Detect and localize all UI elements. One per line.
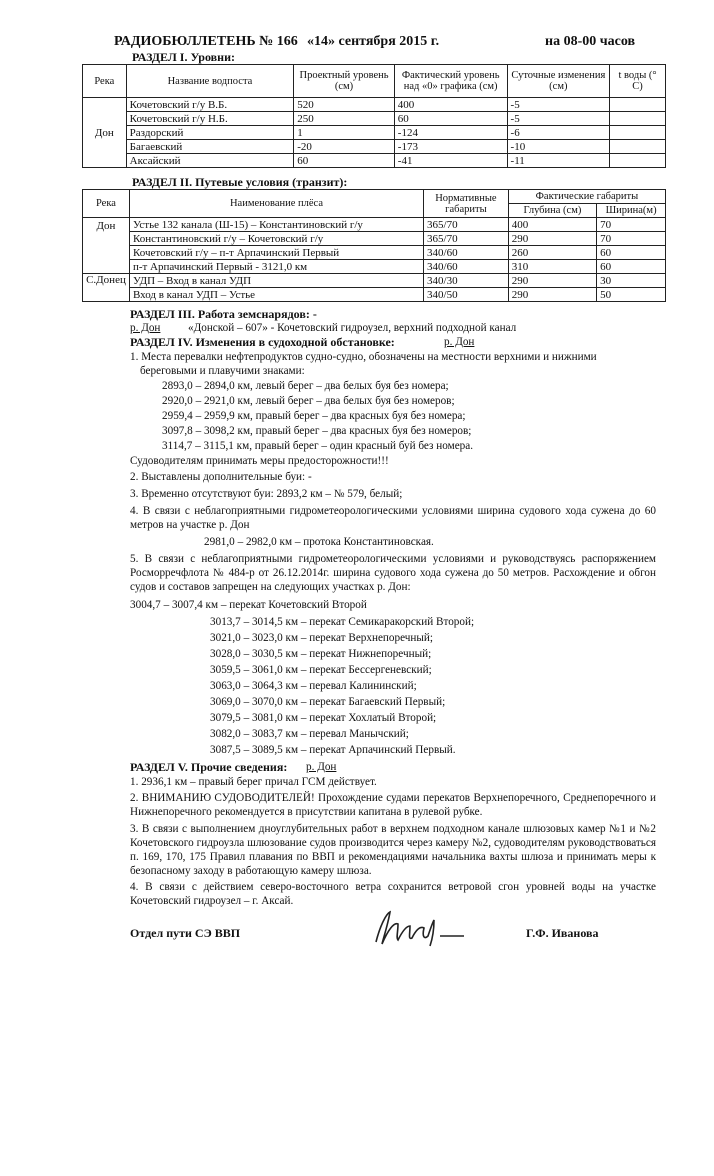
levels-river-cell: Дон <box>83 98 127 168</box>
route-cell: 400 <box>508 218 596 232</box>
levels-header-temp: t воды (° С) <box>610 65 666 98</box>
section3-text: «Донской – 607» - Кочетовский гидроузел, верхний подходной канал <box>188 322 517 334</box>
levels-cell <box>610 98 666 112</box>
list-item: 3013,7 – 3014,5 км – перекат Семикаракорский Второй; <box>210 616 475 628</box>
route-cell: 340/50 <box>424 288 509 302</box>
levels-header-design: Проектный уровень (см) <box>294 65 395 98</box>
levels-cell: Багаевский <box>126 140 294 154</box>
table-row <box>83 246 666 260</box>
section4-river: р. Дон <box>444 336 475 348</box>
section3-heading: РАЗДЕЛ III. Работа земснарядов: - <box>130 307 317 321</box>
route-cell: 340/60 <box>424 260 509 274</box>
section4-item5: 5. В связи с неблагоприятными гидрометеорологическими условиями и руководствуясь распоряжением Росморречфлота № 484-р от 26.12.2014г. ширина судового хода сужена до 50 метров. Расхождение и обгон судов и составов запрещен на следующих участках р. Дон: <box>130 553 656 593</box>
route-header-depth: Глубина (см) <box>508 204 596 218</box>
levels-cell: Раздорский <box>126 126 294 140</box>
levels-cell: -5 <box>507 112 610 126</box>
route-cell: УДП – Вход в канал УДП <box>129 274 423 288</box>
levels-cell: Кочетовский г/у Н.Б. <box>126 112 294 126</box>
levels-header-river: Река <box>83 65 127 98</box>
levels-cell <box>610 126 666 140</box>
levels-cell: 1 <box>294 126 395 140</box>
list-item: 3079,5 – 3081,0 км – перекат Хохлатый Второй; <box>210 712 437 724</box>
section4-item4-line: 2981,0 – 2982,0 км – протока Константиновская. <box>204 536 434 548</box>
levels-cell: 520 <box>294 98 395 112</box>
route-cell: Кочетовский г/у – п-т Арпачинский Первый <box>129 246 423 260</box>
section5-item2: 2. ВНИМАНИЮ СУДОВОДИТЕЛЕЙ! Прохождение судами перекатов Верхнепоречного, Среднепоречного и Нижнепоречного рекомендуется в присутствии капитана в рулевой рубке. <box>130 792 656 818</box>
route-header-fact: Фактические габариты <box>508 190 665 204</box>
levels-cell: 60 <box>294 154 395 168</box>
table-row <box>83 98 666 112</box>
route-header-river: Река <box>83 190 130 218</box>
list-item: 3087,5 – 3089,5 км – перекат Арпачинский Первый. <box>210 744 456 756</box>
route-cell: 50 <box>597 288 666 302</box>
levels-cell: -6 <box>507 126 610 140</box>
table-row <box>83 274 666 288</box>
route-table <box>82 189 666 302</box>
table-row <box>83 232 666 246</box>
list-item: 3021,0 – 3023,0 км – перекат Верхнепоречный; <box>210 632 434 644</box>
levels-header-change: Суточные изменения (см) <box>507 65 610 98</box>
route-cell: Константиновский г/у – Кочетовский г/у <box>129 232 423 246</box>
section4-item4: 4. В связи с неблагоприятными гидрометеорологическими условиями ширина судового хода сужена до 60 метров на участке р. Дон <box>130 505 656 531</box>
levels-cell: 400 <box>394 98 507 112</box>
section4-item3: 3. Временно отсутствуют буи: 2893,2 км – № 579, белый; <box>130 488 403 500</box>
route-cell: Вход в канал УДП – Устье <box>129 288 423 302</box>
route-cell: 290 <box>508 288 596 302</box>
route-cell: 365/70 <box>424 218 509 232</box>
table-row <box>83 260 666 274</box>
route-cell: 290 <box>508 232 596 246</box>
route-cell: Устье 132 канала (Ш-15) – Константиновский г/у <box>129 218 423 232</box>
list-item: 3069,0 – 3070,0 км – перекат Багаевский Первый; <box>210 696 446 708</box>
section1-heading: РАЗДЕЛ I. Уровни: <box>132 50 235 64</box>
table-row <box>83 288 666 302</box>
section5-item1: 1. 2936,1 км – правый берег причал ГСМ действует. <box>130 776 377 788</box>
route-cell: 340/60 <box>424 246 509 260</box>
footer-name: Г.Ф. Иванова <box>526 926 599 940</box>
bulletin-title: РАДИОБЮЛЛЕТЕНЬ № 166 <box>114 34 298 49</box>
section4-item1b: береговыми и плавучими знаками: <box>140 365 305 377</box>
table-row <box>83 218 666 232</box>
list-item: 3063,0 – 3064,3 км – перевал Калининский; <box>210 680 417 692</box>
list-item: 3097,8 – 3098,2 км, правый берег – два красных буя без номеров; <box>162 425 472 437</box>
route-cell: 310 <box>508 260 596 274</box>
table-row <box>83 126 666 140</box>
footer-dept: Отдел пути СЭ ВВП <box>130 926 241 940</box>
route-river-cell-donets: С.Донец <box>83 274 130 302</box>
route-cell: 340/30 <box>424 274 509 288</box>
table-row <box>83 112 666 126</box>
levels-cell <box>610 112 666 126</box>
route-cell: 260 <box>508 246 596 260</box>
section4-item1: 1. Места перевалки нефтепродуктов судно-судно, обозначены на местности верхними и нижними <box>130 351 597 363</box>
route-cell: 365/70 <box>424 232 509 246</box>
bulletin-date: «14» сентября 2015 г. <box>307 34 440 49</box>
table-row <box>83 140 666 154</box>
bulletin-time: на 08-00 часов <box>545 34 636 49</box>
section5-river: р. Дон <box>306 761 337 773</box>
route-cell: 70 <box>597 232 666 246</box>
table-row <box>83 154 666 168</box>
list-item: 3059,5 – 3061,0 км – перекат Бессергеневский; <box>210 664 432 676</box>
levels-cell: -20 <box>294 140 395 154</box>
levels-cell: -5 <box>507 98 610 112</box>
list-item: 2920,0 – 2921,0 км, левый берег – два белых буя без номеров; <box>162 395 455 407</box>
levels-table <box>82 64 666 168</box>
levels-cell: 250 <box>294 112 395 126</box>
route-cell: 70 <box>597 218 666 232</box>
list-item: 3082,0 – 3083,7 км – перевал Манычский; <box>210 728 409 740</box>
section3-river: р. Дон <box>130 322 161 334</box>
levels-cell: -173 <box>394 140 507 154</box>
route-header-name: Наименование плёса <box>129 190 423 218</box>
list-item: 2959,4 – 2959,9 км, правый берег – два красных буя без номера; <box>162 410 466 422</box>
route-cell: 60 <box>597 246 666 260</box>
levels-cell: Кочетовский г/у В.Б. <box>126 98 294 112</box>
route-cell: 290 <box>508 274 596 288</box>
route-header-norm: Нормативные габариты <box>424 190 509 218</box>
list-item: 3114,7 – 3115,1 км, правый берег – один красный буй без номера. <box>162 440 474 452</box>
list-item: 3028,0 – 3030,5 км – перекат Нижнепоречный; <box>210 648 432 660</box>
route-river-cell: Дон <box>83 218 130 274</box>
levels-cell <box>610 140 666 154</box>
route-cell: п-т Арпачинский Первый - 3121,0 км <box>129 260 423 274</box>
section5-item3: 3. В связи с выполнением дноуглубительных работ в верхнем подходном канале шлюзовых камер №1 и №2 Кочетовского гидроузла шлюзование судов производится через камеру №2, судоводителям руководствоваться п. 169, 170, 175 Правил плавания по ВВП и рекомендациями начальника вахты шлюза и принимать меры к безопасному заходу в работающую камеру шлюза. <box>130 823 656 877</box>
levels-header-post: Название водпоста <box>126 65 294 98</box>
section5-item4: 4. В связи с действием северо-восточного ветра сохранится ветровой сгон уровней воды на участке Кочетовский гидроузел – г. Аксай. <box>130 881 656 907</box>
levels-cell: -41 <box>394 154 507 168</box>
section2-heading: РАЗДЕЛ II. Путевые условия (транзит): <box>132 175 348 189</box>
list-item: 2893,0 – 2894,0 км, левый берег – два белых буя без номера; <box>162 380 449 392</box>
section4-item1-note: Судоводителям принимать меры предосторожности!!! <box>130 455 389 467</box>
route-cell: 30 <box>597 274 666 288</box>
section5-heading: РАЗДЕЛ V. Прочие сведения: <box>130 760 288 774</box>
levels-cell <box>610 154 666 168</box>
section4-item5-first: 3004,7 – 3007,4 км – перекат Кочетовский Второй <box>130 599 367 611</box>
section4-item2: 2. Выставлены дополнительные буи: - <box>130 471 312 483</box>
levels-cell: Аксайский <box>126 154 294 168</box>
levels-cell: -10 <box>507 140 610 154</box>
section4-heading: РАЗДЕЛ IV. Изменения в судоходной обстановке: <box>130 335 395 349</box>
signature <box>368 906 488 950</box>
levels-cell: -11 <box>507 154 610 168</box>
route-cell: 60 <box>597 260 666 274</box>
levels-cell: 60 <box>394 112 507 126</box>
levels-cell: -124 <box>394 126 507 140</box>
levels-header-actual: Фактический уровень над «0» графика (см) <box>394 65 507 98</box>
route-header-width: Ширина(м) <box>597 204 666 218</box>
